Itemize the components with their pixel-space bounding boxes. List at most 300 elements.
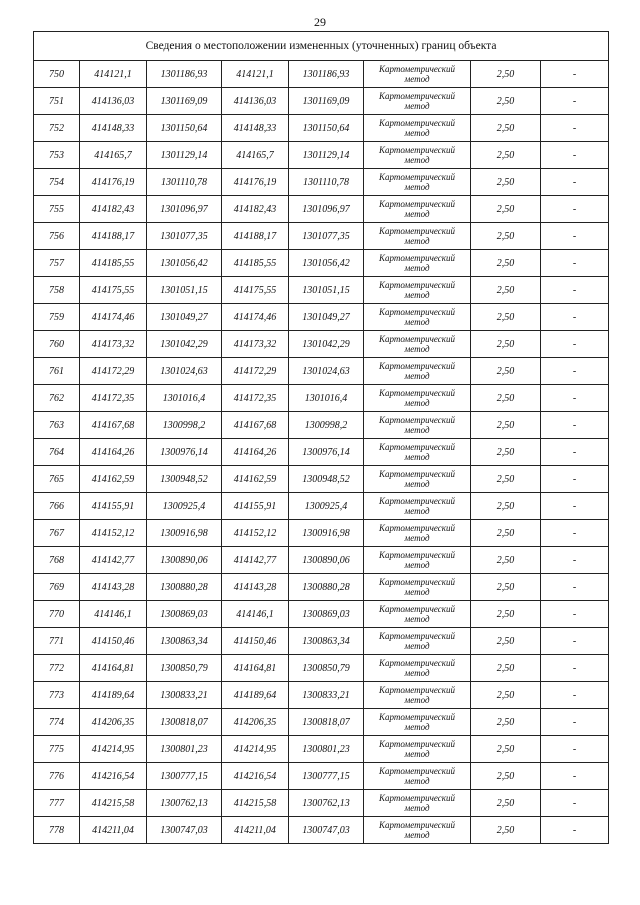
table-row [34,196,609,223]
y-new-cell: 1301042,29 [289,331,364,358]
x-new-cell: 414142,77 [222,547,289,574]
description-cell: - [541,466,609,493]
accuracy-cell: 2,50 [471,61,541,88]
method-line-2: метод [404,155,430,165]
method-cell [364,304,471,331]
table-row [34,520,609,547]
method-cell [364,736,471,763]
table-row [34,709,609,736]
method-cell [364,439,471,466]
method-cell [364,601,471,628]
x-existing-cell: 414189,64 [80,682,147,709]
point-number-cell: 773 [34,682,80,709]
x-existing-cell: 414174,46 [80,304,147,331]
x-new-cell: 414167,68 [222,412,289,439]
method-line-2: метод [404,506,430,516]
x-new-cell: 414162,59 [222,466,289,493]
y-existing-cell: 1300998,2 [147,412,222,439]
accuracy-cell: 2,50 [471,790,541,817]
method-line-1: Картометрический [378,172,455,182]
method-line-2: метод [404,776,430,786]
accuracy-cell: 2,50 [471,304,541,331]
y-new-cell: 1301169,09 [289,88,364,115]
point-number-cell: 765 [34,466,80,493]
method-line-2: метод [404,425,430,435]
y-new-cell: 1300998,2 [289,412,364,439]
x-existing-cell: 414150,46 [80,628,147,655]
y-existing-cell: 1301110,78 [147,169,222,196]
x-existing-cell: 414182,43 [80,196,147,223]
method-line-2: метод [404,182,430,192]
y-new-cell: 1301129,14 [289,142,364,169]
method-cell [364,169,471,196]
method-line-1: Картометрический [378,766,455,776]
y-existing-cell: 1301049,27 [147,304,222,331]
table-row [34,88,609,115]
description-cell: - [541,115,609,142]
method-line-1: Картометрический [378,523,455,533]
description-cell: - [541,61,609,88]
x-new-cell: 414148,33 [222,115,289,142]
y-existing-cell: 1300863,34 [147,628,222,655]
method-line-2: метод [404,587,430,597]
point-number-cell: 758 [34,277,80,304]
x-existing-cell: 414173,32 [80,331,147,358]
table-row [34,142,609,169]
y-new-cell: 1301096,97 [289,196,364,223]
method-line-2: метод [404,479,430,489]
point-number-cell: 761 [34,358,80,385]
accuracy-cell: 2,50 [471,223,541,250]
method-cell [364,790,471,817]
method-line-1: Картометрический [378,307,455,317]
description-cell: - [541,709,609,736]
y-existing-cell: 1300880,28 [147,574,222,601]
method-cell [364,520,471,547]
method-line-1: Картометрический [378,91,455,101]
accuracy-cell: 2,50 [471,574,541,601]
description-cell: - [541,763,609,790]
y-existing-cell: 1301051,15 [147,277,222,304]
description-cell: - [541,790,609,817]
method-line-1: Картометрический [378,118,455,128]
method-cell [364,331,471,358]
method-line-2: метод [404,560,430,570]
method-cell [364,277,471,304]
x-new-cell: 414182,43 [222,196,289,223]
x-new-cell: 414152,12 [222,520,289,547]
description-cell: - [541,385,609,412]
point-number-cell: 760 [34,331,80,358]
y-new-cell: 1300863,34 [289,628,364,655]
x-new-cell: 414172,35 [222,385,289,412]
table-row [34,547,609,574]
method-cell [364,493,471,520]
method-line-1: Картометрический [378,64,455,74]
table-row [34,412,609,439]
page-number: 29 [314,15,326,29]
y-new-cell: 1300777,15 [289,763,364,790]
y-new-cell: 1300801,23 [289,736,364,763]
accuracy-cell: 2,50 [471,385,541,412]
x-new-cell: 414206,35 [222,709,289,736]
y-existing-cell: 1300925,4 [147,493,222,520]
y-new-cell: 1301024,63 [289,358,364,385]
y-existing-cell: 1300976,14 [147,439,222,466]
x-new-cell: 414216,54 [222,763,289,790]
method-line-2: метод [404,749,430,759]
method-line-1: Картометрический [378,334,455,344]
point-number-cell: 775 [34,736,80,763]
table-row [34,277,609,304]
accuracy-cell: 2,50 [471,358,541,385]
x-new-cell: 414136,03 [222,88,289,115]
x-existing-cell: 414206,35 [80,709,147,736]
table-row [34,601,609,628]
y-existing-cell: 1300869,03 [147,601,222,628]
method-line-2: метод [404,668,430,678]
y-new-cell: 1300869,03 [289,601,364,628]
point-number-cell: 777 [34,790,80,817]
method-line-1: Картометрический [378,550,455,560]
method-cell [364,250,471,277]
accuracy-cell: 2,50 [471,412,541,439]
y-new-cell: 1300762,13 [289,790,364,817]
x-new-cell: 414146,1 [222,601,289,628]
table-row [34,763,609,790]
x-existing-cell: 414162,59 [80,466,147,493]
x-existing-cell: 414211,04 [80,817,147,844]
table-row [34,790,609,817]
table-row [34,493,609,520]
method-line-1: Картометрический [378,388,455,398]
table-row [34,466,609,493]
method-line-2: метод [404,74,430,84]
y-existing-cell: 1300801,23 [147,736,222,763]
x-existing-cell: 414152,12 [80,520,147,547]
description-cell: - [541,223,609,250]
method-line-1: Картометрический [378,253,455,263]
method-line-2: метод [404,830,430,840]
x-existing-cell: 414143,28 [80,574,147,601]
accuracy-cell: 2,50 [471,169,541,196]
method-line-2: метод [404,398,430,408]
method-cell [364,196,471,223]
method-line-1: Картометрический [378,496,455,506]
accuracy-cell: 2,50 [471,601,541,628]
method-cell [364,385,471,412]
method-line-2: метод [404,236,430,246]
point-number-cell: 764 [34,439,80,466]
y-new-cell: 1301110,78 [289,169,364,196]
description-cell: - [541,250,609,277]
accuracy-cell: 2,50 [471,547,541,574]
accuracy-cell: 2,50 [471,655,541,682]
y-existing-cell: 1300916,98 [147,520,222,547]
x-existing-cell: 414165,7 [80,142,147,169]
method-line-2: метод [404,101,430,111]
point-number-cell: 754 [34,169,80,196]
method-line-1: Картометрический [378,145,455,155]
accuracy-cell: 2,50 [471,88,541,115]
method-cell [364,547,471,574]
table-row [34,331,609,358]
method-line-1: Картометрический [378,280,455,290]
x-existing-cell: 414172,29 [80,358,147,385]
table-row [34,628,609,655]
point-number-cell: 763 [34,412,80,439]
description-cell: - [541,682,609,709]
point-number-cell: 751 [34,88,80,115]
x-existing-cell: 414176,19 [80,169,147,196]
y-existing-cell: 1300890,06 [147,547,222,574]
x-existing-cell: 414148,33 [80,115,147,142]
method-line-2: метод [404,533,430,543]
method-line-2: метод [404,614,430,624]
accuracy-cell: 2,50 [471,709,541,736]
x-existing-cell: 414155,91 [80,493,147,520]
table-row [34,817,609,844]
y-new-cell: 1300818,07 [289,709,364,736]
y-new-cell: 1300833,21 [289,682,364,709]
x-new-cell: 414143,28 [222,574,289,601]
x-new-cell: 414185,55 [222,250,289,277]
point-number-cell: 768 [34,547,80,574]
method-line-1: Картометрический [378,712,455,722]
method-line-1: Картометрический [378,469,455,479]
table-row [34,736,609,763]
x-new-cell: 414189,64 [222,682,289,709]
method-line-1: Картометрический [378,685,455,695]
table-row [34,655,609,682]
x-new-cell: 414215,58 [222,790,289,817]
method-line-2: метод [404,290,430,300]
x-new-cell: 414155,91 [222,493,289,520]
y-new-cell: 1301186,93 [289,61,364,88]
method-line-1: Картометрический [378,631,455,641]
point-number-cell: 752 [34,115,80,142]
table-row [34,682,609,709]
y-existing-cell: 1300777,15 [147,763,222,790]
x-new-cell: 414150,46 [222,628,289,655]
accuracy-cell: 2,50 [471,196,541,223]
x-existing-cell: 414215,58 [80,790,147,817]
y-new-cell: 1301056,42 [289,250,364,277]
y-existing-cell: 1300818,07 [147,709,222,736]
point-number-cell: 755 [34,196,80,223]
description-cell: - [541,520,609,547]
method-cell [364,466,471,493]
description-cell: - [541,736,609,763]
description-cell: - [541,304,609,331]
description-cell: - [541,142,609,169]
accuracy-cell: 2,50 [471,493,541,520]
description-cell: - [541,358,609,385]
method-line-1: Картометрический [378,739,455,749]
y-existing-cell: 1300948,52 [147,466,222,493]
method-line-2: метод [404,128,430,138]
y-existing-cell: 1301150,64 [147,115,222,142]
method-cell [364,61,471,88]
accuracy-cell: 2,50 [471,115,541,142]
x-existing-cell: 414146,1 [80,601,147,628]
x-new-cell: 414164,81 [222,655,289,682]
point-number-cell: 759 [34,304,80,331]
point-number-cell: 756 [34,223,80,250]
table-row [34,250,609,277]
point-number-cell: 757 [34,250,80,277]
x-existing-cell: 414216,54 [80,763,147,790]
accuracy-cell: 2,50 [471,628,541,655]
table-row [34,358,609,385]
accuracy-cell: 2,50 [471,682,541,709]
method-line-2: метод [404,209,430,219]
x-existing-cell: 414121,1 [80,61,147,88]
table-row [34,169,609,196]
table-title: Сведения о местоположении измененных (уточненных) границ объекта [34,32,609,61]
method-cell [364,709,471,736]
y-new-cell: 1301150,64 [289,115,364,142]
y-existing-cell: 1300747,03 [147,817,222,844]
method-cell [364,115,471,142]
y-existing-cell: 1301096,97 [147,196,222,223]
y-new-cell: 1300948,52 [289,466,364,493]
method-line-2: метод [404,317,430,327]
y-new-cell: 1300916,98 [289,520,364,547]
table-row [34,61,609,88]
description-cell: - [541,817,609,844]
method-line-2: метод [404,803,430,813]
y-existing-cell: 1301169,09 [147,88,222,115]
y-new-cell: 1300925,4 [289,493,364,520]
x-new-cell: 414188,17 [222,223,289,250]
x-new-cell: 414172,29 [222,358,289,385]
description-cell: - [541,439,609,466]
point-number-cell: 766 [34,493,80,520]
point-number-cell: 776 [34,763,80,790]
x-existing-cell: 414185,55 [80,250,147,277]
accuracy-cell: 2,50 [471,466,541,493]
table-row [34,115,609,142]
method-line-1: Картометрический [378,604,455,614]
method-line-1: Картометрический [378,415,455,425]
y-existing-cell: 1301077,35 [147,223,222,250]
y-new-cell: 1300880,28 [289,574,364,601]
y-existing-cell: 1300833,21 [147,682,222,709]
accuracy-cell: 2,50 [471,250,541,277]
point-number-cell: 767 [34,520,80,547]
method-line-2: метод [404,641,430,651]
y-existing-cell: 1301016,4 [147,385,222,412]
method-cell [364,817,471,844]
x-existing-cell: 414172,35 [80,385,147,412]
description-cell: - [541,574,609,601]
x-new-cell: 414174,46 [222,304,289,331]
x-new-cell: 414173,32 [222,331,289,358]
point-number-cell: 750 [34,61,80,88]
x-new-cell: 414214,95 [222,736,289,763]
method-line-2: метод [404,263,430,273]
boundary-coordinates-table [33,31,609,844]
x-existing-cell: 414142,77 [80,547,147,574]
x-new-cell: 414165,7 [222,142,289,169]
x-existing-cell: 414164,81 [80,655,147,682]
description-cell: - [541,196,609,223]
description-cell: - [541,331,609,358]
method-line-1: Картометрический [378,226,455,236]
y-existing-cell: 1301129,14 [147,142,222,169]
x-new-cell: 414211,04 [222,817,289,844]
method-cell [364,223,471,250]
y-new-cell: 1300890,06 [289,547,364,574]
method-line-1: Картометрический [378,199,455,209]
y-new-cell: 1301077,35 [289,223,364,250]
method-cell [364,574,471,601]
method-line-2: метод [404,722,430,732]
x-existing-cell: 414175,55 [80,277,147,304]
accuracy-cell: 2,50 [471,736,541,763]
y-new-cell: 1300976,14 [289,439,364,466]
x-existing-cell: 414188,17 [80,223,147,250]
method-cell [364,763,471,790]
point-number-cell: 770 [34,601,80,628]
point-number-cell: 753 [34,142,80,169]
x-new-cell: 414176,19 [222,169,289,196]
method-line-1: Картометрический [378,820,455,830]
y-new-cell: 1301049,27 [289,304,364,331]
table-row [34,223,609,250]
accuracy-cell: 2,50 [471,763,541,790]
x-existing-cell: 414214,95 [80,736,147,763]
method-cell [364,682,471,709]
method-cell [364,88,471,115]
method-line-2: метод [404,344,430,354]
accuracy-cell: 2,50 [471,142,541,169]
description-cell: - [541,628,609,655]
x-existing-cell: 414164,26 [80,439,147,466]
table-title-row [34,32,609,61]
y-existing-cell: 1301042,29 [147,331,222,358]
method-cell [364,628,471,655]
y-new-cell: 1300747,03 [289,817,364,844]
accuracy-cell: 2,50 [471,817,541,844]
description-cell: - [541,88,609,115]
y-existing-cell: 1301024,63 [147,358,222,385]
point-number-cell: 772 [34,655,80,682]
description-cell: - [541,655,609,682]
description-cell: - [541,493,609,520]
method-line-1: Картометрический [378,442,455,452]
accuracy-cell: 2,50 [471,520,541,547]
method-cell [364,358,471,385]
x-new-cell: 414175,55 [222,277,289,304]
y-new-cell: 1300850,79 [289,655,364,682]
y-existing-cell: 1301056,42 [147,250,222,277]
table-row [34,439,609,466]
method-cell [364,655,471,682]
method-line-1: Картометрический [378,658,455,668]
table-row [34,385,609,412]
accuracy-cell: 2,50 [471,277,541,304]
x-existing-cell: 414136,03 [80,88,147,115]
method-line-2: метод [404,452,430,462]
point-number-cell: 771 [34,628,80,655]
table-row [34,304,609,331]
description-cell: - [541,412,609,439]
method-line-2: метод [404,371,430,381]
y-existing-cell: 1300850,79 [147,655,222,682]
table-row [34,574,609,601]
